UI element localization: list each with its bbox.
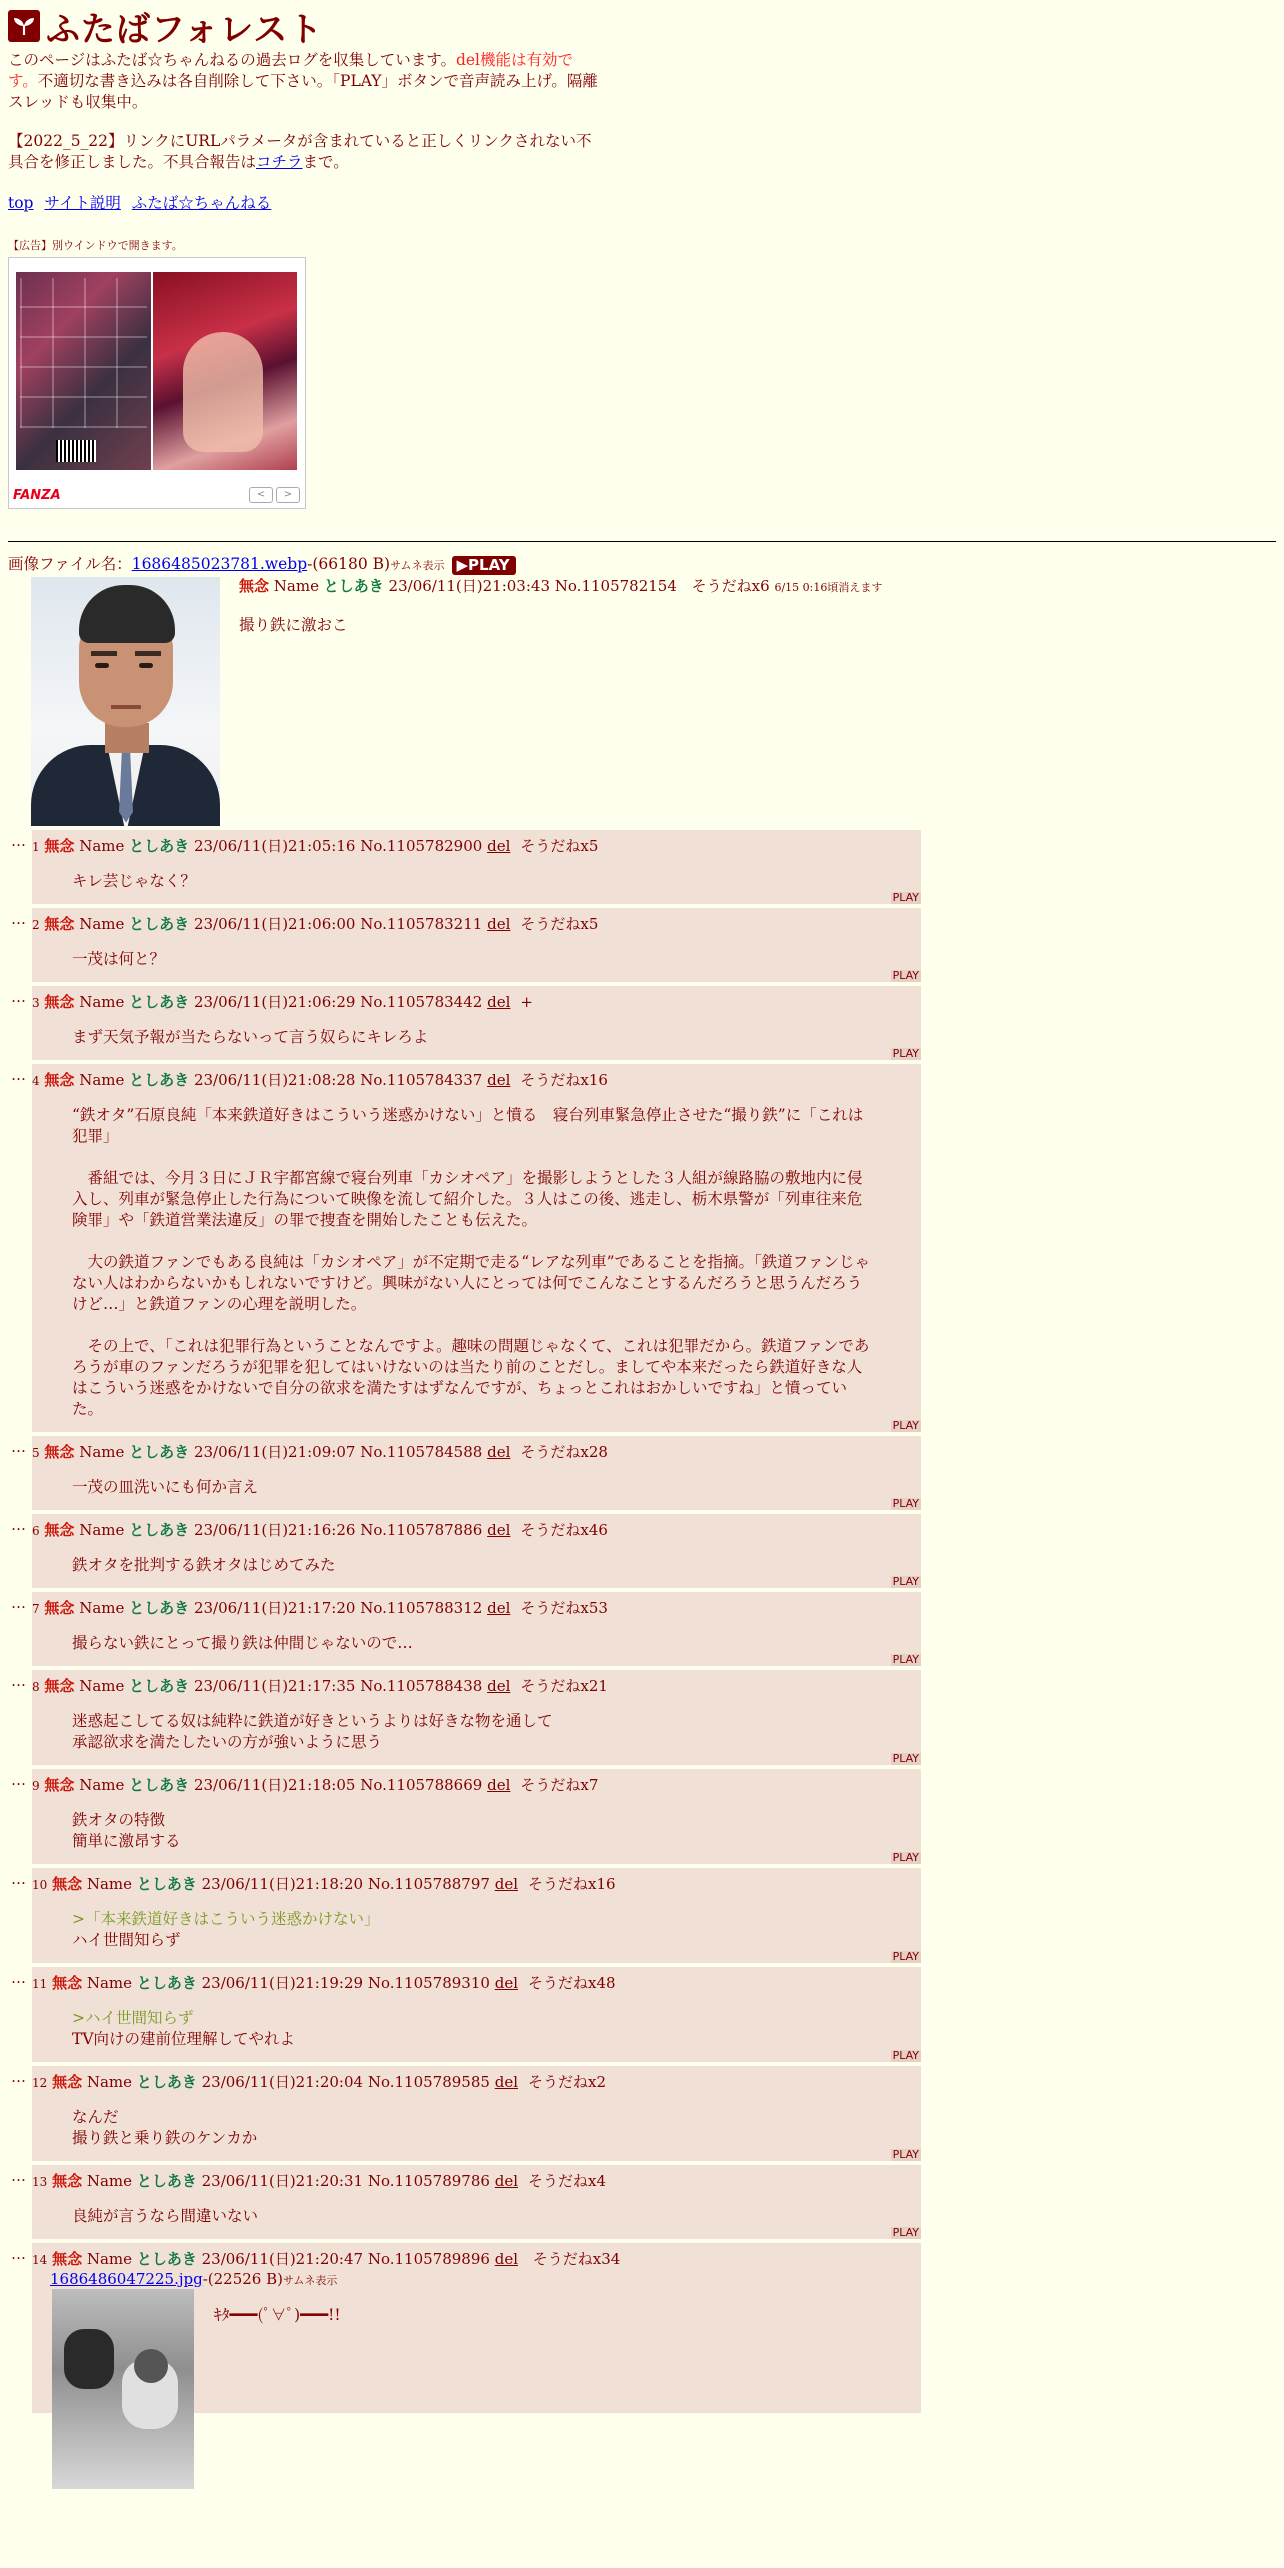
reply-name: としあき — [136, 2072, 197, 2091]
reply-line: 簡単に激昂する — [72, 1831, 181, 1850]
reply-body — [32, 1091, 921, 1420]
reply-name: としあき — [136, 1973, 197, 1992]
reply-del-link[interactable]: del — [494, 2171, 519, 2190]
reply-del-link[interactable]: del — [487, 1070, 511, 1089]
reply-thumb-note: サムネ表示 — [282, 2273, 338, 2287]
reply-footer — [32, 2050, 921, 2062]
reply-dots: … — [11, 1593, 26, 1612]
reply-name-label: Name — [79, 1775, 125, 1794]
reply-box — [32, 1868, 921, 1963]
reply-footer — [32, 2149, 921, 2161]
reply-body — [32, 1619, 921, 1654]
reply-name: としあき — [129, 836, 190, 855]
reply-body — [32, 857, 921, 892]
reply-date: 23/06/11(日)21:20:04 — [201, 2072, 364, 2091]
reply-name: としあき — [136, 2171, 197, 2190]
intro-text-rest: 不適切な書き込みは各自削除して下さい。「PLAY」ボタンで音声読み上げ。隔離スレッドも収集中。 — [8, 72, 598, 111]
reply-name-label: Name — [86, 1874, 133, 1893]
reply-footer — [32, 1498, 921, 1510]
reply-date: 23/06/11(日)21:06:29 — [193, 992, 356, 1011]
reply-header — [32, 1967, 921, 1994]
reply-subject: 無念 — [52, 2249, 83, 2268]
reply-post-number: No.1105787886 — [360, 1520, 483, 1539]
op-number: No.1105782154 — [554, 576, 677, 595]
reply-play-button[interactable]: PLAY — [892, 1850, 919, 1864]
reply-number-index: 2 — [32, 917, 40, 932]
notice-report-link[interactable]: コチラ — [256, 153, 303, 171]
reply-line: 良純が言うなら間違いない — [72, 2206, 259, 2225]
reply-soudane[interactable]: そうだねx21 — [520, 1676, 608, 1695]
reply-name: としあき — [129, 1775, 190, 1794]
reply-dots: … — [11, 1968, 26, 1987]
reply-line: 撮らない鉄にとって撮り鉄は仲間じゃないので… — [72, 1633, 413, 1652]
divider — [8, 541, 1276, 542]
site-notice — [8, 131, 598, 173]
reply-name-label: Name — [79, 1676, 125, 1695]
reply-body — [32, 1697, 921, 1753]
reply-post-number: No.1105788797 — [367, 1874, 490, 1893]
reply-line: キレ芸じゃなく？ — [72, 871, 196, 890]
reply-date: 23/06/11(日)21:18:05 — [193, 1775, 356, 1794]
reply-soudane[interactable]: そうだねx28 — [520, 1442, 608, 1461]
reply-subject: 無念 — [52, 2171, 83, 2190]
reply-play-button[interactable]: PLAY — [892, 1418, 919, 1432]
ad-banner[interactable] — [8, 257, 306, 509]
reply-header — [32, 1670, 921, 1697]
reply-del-link[interactable]: del — [494, 1973, 519, 1992]
reply-line: TV向けの建前位理解してやれよ — [72, 2029, 296, 2048]
reply-line: 一茂は何と？ — [72, 949, 166, 968]
reply-dots: … — [11, 2166, 26, 2185]
intro-del-notice: del機能は有効です。 — [8, 51, 574, 90]
reply-date: 23/06/11(日)21:17:20 — [193, 1598, 356, 1617]
reply-8 — [8, 1670, 1276, 1765]
reply-paragraph: 番組では、今月３日にＪＲ宇都宮線で寝台列車「カシオペア」を撮影しようとした３人組が線路脇の敷地内に侵入し、列車が緊急停止した行為について映像を流して紹介した。３人はこの後、逃走し、栃木県警が「列車往来危険罪」や「鉄道営業法違反」の罪で捜査を開始したことも伝えた。 — [72, 1168, 863, 1229]
reply-body — [32, 1463, 921, 1498]
reply-name-label: Name — [79, 1598, 125, 1617]
reply-footer — [32, 1951, 921, 1963]
reply-paragraph: その上で、「これは犯罪行為ということなんですよ。趣味の問題じゃなくて、これは犯罪だから。鉄道ファンであろうが車のファンだろうが犯罪を犯してはいけないのは当たり前のことだし。ましてや本来だったら鉄道好きな人はこういう迷惑をかけないで自分の欲求を満たすはずなんですが、ちょっとこれはおかしいですね」と憤っていた。 — [72, 1336, 870, 1418]
reply-footer — [32, 1048, 921, 1060]
leaf-logo-icon — [8, 10, 40, 42]
reply-line: 承認欲求を満たしたいの方が強いように思う — [72, 1732, 383, 1751]
reply-post-number: No.1105788312 — [360, 1598, 483, 1617]
reply-3 — [8, 986, 1276, 1060]
reply-subject: 無念 — [44, 836, 75, 855]
reply-line: 鉄オタの特徴 — [72, 1810, 166, 1829]
reply-body: ｷﾀ━━━(ﾟ∀ﾟ)━━━!! — [214, 2305, 341, 2324]
reply-7 — [8, 1592, 1276, 1666]
reply-header — [32, 1592, 921, 1619]
reply-play-button[interactable]: PLAY — [892, 1949, 919, 1963]
reply-6 — [8, 1514, 1276, 1588]
reply-play-button[interactable]: PLAY — [892, 968, 919, 982]
reply-soudane[interactable]: そうだねx4 — [528, 2171, 607, 2190]
reply-soudane[interactable]: そうだねx46 — [520, 1520, 608, 1539]
reply-body — [32, 1895, 921, 1951]
reply-name: としあき — [129, 1676, 190, 1695]
reply-file-link[interactable]: 1686486047225.jpg — [50, 2269, 203, 2288]
reply-body — [32, 1013, 921, 1048]
reply-subject: 無念 — [44, 1520, 75, 1539]
reply-post-number: No.1105789585 — [367, 2072, 490, 2091]
reply-number-index: 6 — [32, 1523, 40, 1538]
reply-box — [32, 1436, 921, 1510]
reply-footer — [32, 892, 921, 904]
nav-futaba-link[interactable]: ふたば☆ちゃんねる — [131, 194, 272, 212]
reply-soudane[interactable]: そうだねx53 — [520, 1598, 608, 1617]
reply-soudane[interactable]: そうだねx7 — [520, 1775, 599, 1794]
reply-footer — [32, 1420, 921, 1432]
reply-header — [32, 908, 921, 935]
op-date: 23/06/11(日)21:03:43 — [388, 576, 550, 595]
reply-number-index: 3 — [32, 995, 40, 1010]
reply-line: 撮り鉄と乗り鉄のケンカか — [72, 2128, 258, 2147]
reply-name-label: Name — [86, 2249, 133, 2268]
reply-line: 一茂の皿洗いにも何か言え — [72, 1477, 259, 1496]
reply-footer — [32, 1852, 921, 1864]
reply-post-number: No.1105789786 — [367, 2171, 490, 2190]
reply-subject: 無念 — [44, 1676, 75, 1695]
reply-box — [32, 2243, 921, 2413]
reply-12 — [8, 2066, 1276, 2161]
reply-post-number: No.1105784337 — [360, 1070, 483, 1089]
op-file-info — [8, 552, 1276, 575]
reply-number-index: 7 — [32, 1601, 40, 1616]
op-name: としあき — [323, 576, 384, 595]
reply-soudane[interactable]: そうだねx34 — [532, 2249, 621, 2268]
reply-play-button[interactable]: PLAY — [892, 1751, 919, 1765]
intro-text: このページはふたば☆ちゃんねるの過去ログを収集しています。 — [8, 51, 456, 69]
reply-post-number: No.1105788669 — [360, 1775, 483, 1794]
reply-box — [32, 2165, 921, 2239]
reply-post-number: No.1105788438 — [360, 1676, 483, 1695]
reply-number-index: 11 — [32, 1976, 48, 1991]
reply-number-index: 9 — [32, 1778, 40, 1793]
reply-play-button[interactable]: PLAY — [892, 2147, 919, 2161]
reply-name: としあき — [136, 2249, 197, 2268]
op-thumb-note: サムネ表示 — [390, 559, 445, 572]
reply-subject: 無念 — [52, 1973, 83, 1992]
reply-box — [32, 908, 921, 982]
ad-next-button[interactable]: > — [276, 487, 300, 503]
reply-box — [32, 1769, 921, 1864]
reply-box — [32, 986, 921, 1060]
reply-header — [32, 986, 921, 1013]
reply-box — [32, 1670, 921, 1765]
reply-1 — [8, 830, 1276, 904]
reply-dots: … — [11, 1869, 26, 1888]
op-header — [239, 575, 882, 596]
reply-date: 23/06/11(日)21:08:28 — [193, 1070, 356, 1089]
reply-header — [32, 2243, 921, 2270]
reply-header — [32, 1436, 921, 1463]
reply-line: まず天気予報が当たらないって言う奴らにキレろよ — [72, 1027, 429, 1046]
reply-quote: >「本来鉄道好きはこういう迷惑かけない」 — [72, 1909, 380, 1928]
reply-play-button[interactable]: PLAY — [892, 1046, 919, 1060]
reply-post-number: No.1105784588 — [360, 1442, 483, 1461]
reply-post-number: No.1105789310 — [367, 1973, 490, 1992]
site-title: ふたばフォレスト — [46, 9, 324, 50]
reply-name: としあき — [129, 1442, 190, 1461]
reply-footer — [32, 1654, 921, 1666]
reply-file-size: -(22526 B) — [202, 2269, 283, 2288]
reply-play-button[interactable]: PLAY — [892, 2048, 919, 2062]
reply-name: としあき — [129, 1598, 190, 1617]
reply-subject: 無念 — [52, 2072, 83, 2091]
op-name-label: Name — [273, 576, 319, 595]
reply-name-label: Name — [86, 2171, 133, 2190]
reply-footer — [32, 970, 921, 982]
ad-image-front-cover[interactable] — [153, 272, 297, 470]
reply-box — [32, 1967, 921, 2062]
reply-number-index: 1 — [32, 839, 40, 854]
reply-footer — [32, 1753, 921, 1765]
reply-dots: … — [11, 909, 26, 928]
play-triangle-icon: ▶ — [456, 555, 469, 574]
site-header — [8, 6, 1276, 50]
reply-date: 23/06/11(日)21:17:35 — [193, 1676, 356, 1695]
reply-body — [32, 1796, 921, 1852]
op-soudane[interactable]: そうだねx6 — [691, 576, 770, 595]
reply-footer — [32, 2227, 921, 2239]
reply-subject: 無念 — [44, 1598, 75, 1617]
reply-del-link[interactable]: del — [487, 1520, 511, 1539]
reply-body — [32, 1994, 921, 2050]
reply-date: 23/06/11(日)21:20:31 — [201, 2171, 364, 2190]
reply-play-button[interactable]: PLAY — [892, 1574, 919, 1588]
reply-box — [32, 1064, 921, 1432]
reply-subject: 無念 — [44, 914, 75, 933]
reply-quote: >ハイ世間知らず — [72, 2008, 194, 2027]
op-play-button[interactable] — [452, 556, 515, 575]
reply-line: 迷惑起こしてる奴は純粋に鉄道が好きというよりは好きな物を通して — [72, 1711, 553, 1730]
reply-name: としあき — [129, 914, 190, 933]
reply-name: としあき — [129, 1520, 190, 1539]
reply-date: 23/06/11(日)21:19:29 — [201, 1973, 364, 1992]
reply-paragraph: “鉄オタ”石原良純「本来鉄道好きはこういう迷惑かけない」と憤る 寝台列車緊急停止させた“撮り鉄”に「これは犯罪」 — [72, 1105, 864, 1145]
reply-soudane[interactable]: そうだねx2 — [528, 2072, 607, 2091]
reply-body — [32, 935, 921, 970]
reply-dots: … — [11, 987, 26, 1006]
reply-name: としあき — [129, 992, 190, 1011]
reply-number-index: 4 — [32, 1073, 40, 1088]
reply-del-link[interactable]: del — [494, 1874, 519, 1893]
reply-14 — [8, 2243, 1276, 2413]
reply-paragraph: 大の鉄道ファンでもある良純は「カシオペア」が不定期で走る“レアな列車”であることを指摘。「鉄道ファンじゃない人はわからないかもしれないですけど。興味がない人にとっては何でこんなことするんだろうと思うんだろうけど…」と鉄道ファンの心理を説明した。 — [72, 1252, 870, 1313]
reply-date: 23/06/11(日)21:05:16 — [193, 836, 356, 855]
reply-subject: 無念 — [44, 1775, 75, 1794]
reply-date: 23/06/11(日)21:16:26 — [193, 1520, 356, 1539]
op-subject: 無念 — [239, 576, 270, 595]
ad-image-back-cover[interactable] — [16, 272, 151, 470]
reply-post-number: No.1105782900 — [360, 836, 483, 855]
reply-number-index: 13 — [32, 2174, 48, 2189]
reply-subject: 無念 — [44, 992, 75, 1011]
reply-play-button[interactable]: PLAY — [892, 890, 919, 904]
reply-name-label: Name — [79, 1070, 125, 1089]
reply-del-link[interactable]: del — [487, 914, 511, 933]
reply-del-link[interactable]: del — [487, 1442, 511, 1461]
reply-name: としあき — [129, 1070, 190, 1089]
reply-4 — [8, 1064, 1276, 1432]
reply-del-link[interactable]: del — [487, 1598, 511, 1617]
reply-line: ハイ世間知らず — [72, 1930, 181, 1949]
reply-5 — [8, 1436, 1276, 1510]
reply-soudane[interactable]: そうだねx16 — [520, 1070, 608, 1089]
nav-links — [8, 191, 1276, 213]
reply-header — [32, 1064, 921, 1091]
reply-13 — [8, 2165, 1276, 2239]
reply-post-number: No.1105783211 — [360, 914, 483, 933]
reply-header — [32, 2066, 921, 2093]
ad-label: 【広告】別ウインドウで開きます。 — [8, 239, 183, 252]
op-file-link[interactable]: 1686485023781.webp — [131, 555, 308, 573]
reply-header — [32, 1514, 921, 1541]
op-image[interactable] — [31, 577, 220, 826]
reply-number-index: 12 — [32, 2075, 48, 2090]
reply-dots: … — [11, 1671, 26, 1690]
reply-soudane[interactable]: そうだねx5 — [520, 836, 599, 855]
reply-body — [32, 2192, 921, 2227]
reply-subject: 無念 — [44, 1442, 75, 1461]
reply-dots: … — [11, 1437, 26, 1456]
reply-play-button[interactable]: PLAY — [892, 2225, 919, 2239]
nav-top-link[interactable]: top — [8, 194, 34, 212]
reply-name-label: Name — [79, 836, 125, 855]
reply-play-button[interactable]: PLAY — [892, 1652, 919, 1666]
reply-2 — [8, 908, 1276, 982]
reply-line: 鉄オタを批判する鉄オタはじめてみた — [72, 1555, 336, 1574]
reply-date: 23/06/11(日)21:18:20 — [201, 1874, 364, 1893]
reply-date: 23/06/11(日)21:20:47 — [201, 2249, 364, 2268]
reply-del-link[interactable]: del — [487, 1676, 511, 1695]
reply-10 — [8, 1868, 1276, 1963]
reply-box — [32, 830, 921, 904]
nav-about-link[interactable]: サイト説明 — [44, 194, 121, 212]
reply-name: としあき — [136, 1874, 197, 1893]
reply-subject: 無念 — [52, 1874, 83, 1893]
reply-del-link[interactable]: del — [494, 2249, 519, 2268]
reply-number-index: 14 — [32, 2252, 48, 2267]
reply-soudane[interactable]: そうだねx16 — [528, 1874, 616, 1893]
reply-box — [32, 2066, 921, 2161]
ad-brand-logo: FANZA — [13, 488, 61, 503]
reply-line: なんだ — [72, 2107, 119, 2126]
reply-dots: … — [11, 831, 26, 850]
reply-date: 23/06/11(日)21:09:07 — [193, 1442, 356, 1461]
reply-del-link[interactable]: del — [494, 2072, 519, 2091]
op-file-size: -(66180 B) — [307, 555, 391, 573]
reply-image[interactable] — [52, 2289, 194, 2489]
reply-del-link[interactable]: del — [487, 992, 511, 1011]
reply-soudane[interactable]: + — [520, 992, 533, 1011]
reply-name-label: Name — [86, 2072, 133, 2091]
reply-11 — [8, 1967, 1276, 2062]
notice-text: 【2022_5_22】リンクにURLパラメータが含まれていると正しくリンクされない不具合を修正しました。不具合報告は — [8, 132, 592, 171]
reply-post-number: No.1105789896 — [367, 2249, 490, 2268]
reply-header — [32, 830, 921, 857]
reply-play-button[interactable]: PLAY — [892, 1496, 919, 1510]
reply-name-label: Name — [79, 914, 125, 933]
reply-number-index: 5 — [32, 1445, 40, 1460]
reply-box — [32, 1592, 921, 1666]
ad-nav — [249, 487, 300, 503]
reply-9 — [8, 1769, 1276, 1864]
reply-list — [8, 830, 1276, 2239]
reply-body — [32, 2093, 921, 2149]
reply-soudane[interactable]: そうだねx48 — [528, 1973, 616, 1992]
reply-dots: … — [11, 2067, 26, 2086]
reply-header — [32, 2165, 921, 2192]
reply-name-label: Name — [79, 992, 125, 1011]
site-intro — [8, 50, 598, 113]
op-file-label: 画像ファイル名： — [8, 555, 132, 573]
reply-body — [32, 1541, 921, 1576]
reply-del-link[interactable]: del — [487, 1775, 511, 1794]
reply-dots: … — [11, 2244, 26, 2263]
op-body: 撮り鉄に激おこ — [239, 615, 348, 634]
ad-prev-button[interactable]: < — [249, 487, 273, 503]
reply-footer — [32, 1576, 921, 1588]
reply-number-index: 8 — [32, 1679, 40, 1694]
reply-dots: … — [11, 1065, 26, 1084]
reply-dots: … — [11, 1515, 26, 1534]
op-expire: 6/15 0:16頃消えます — [774, 580, 883, 594]
reply-name-label: Name — [79, 1442, 125, 1461]
reply-date: 23/06/11(日)21:06:00 — [193, 914, 356, 933]
notice-end: まで。 — [302, 153, 349, 171]
reply-name-label: Name — [79, 1520, 125, 1539]
reply-header — [32, 1769, 921, 1796]
op-play-label: PLAY — [468, 555, 510, 574]
reply-subject: 無念 — [44, 1070, 75, 1089]
reply-post-number: No.1105783442 — [360, 992, 483, 1011]
reply-file-info — [32, 2270, 921, 2288]
reply-dots: … — [11, 1770, 26, 1789]
reply-name-label: Name — [86, 1973, 133, 1992]
reply-number-index: 10 — [32, 1877, 48, 1892]
reply-del-link[interactable]: del — [487, 836, 511, 855]
op-post — [8, 575, 1276, 830]
barcode-icon — [56, 440, 96, 462]
reply-soudane[interactable]: そうだねx5 — [520, 914, 599, 933]
reply-header — [32, 1868, 921, 1895]
reply-box — [32, 1514, 921, 1588]
